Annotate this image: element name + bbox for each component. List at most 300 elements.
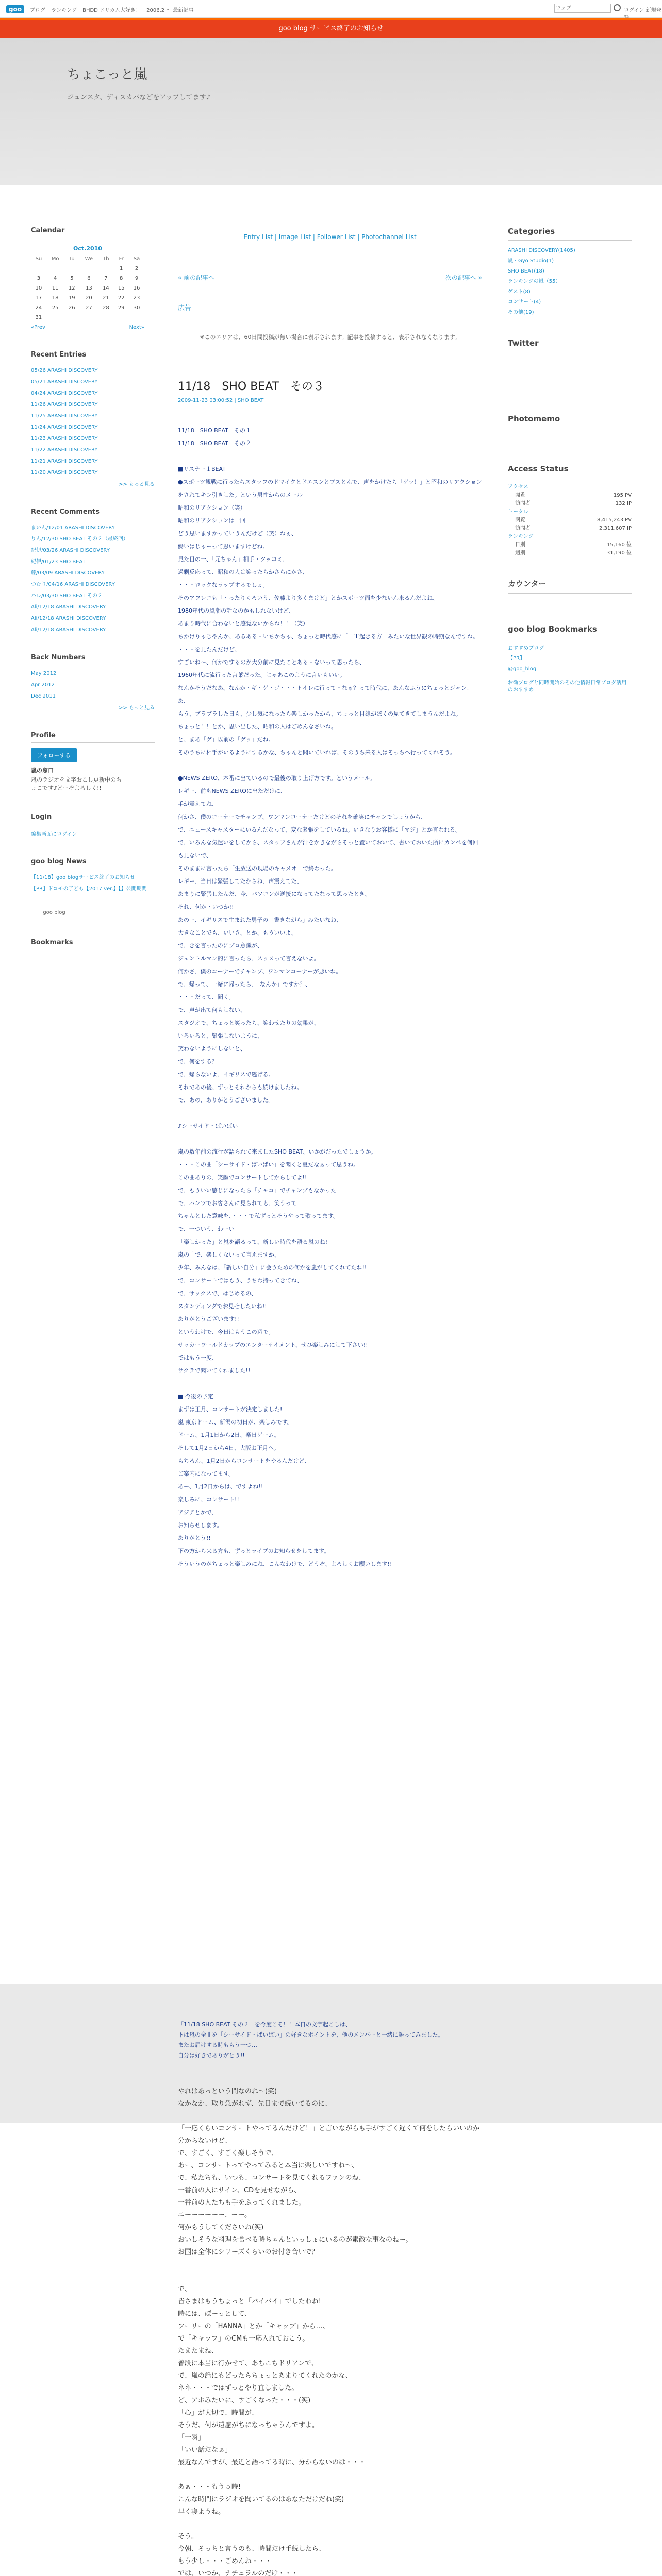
- back-number-link[interactable]: Dec 2011: [31, 693, 56, 699]
- entry-line: 1960年代に流行った言葉だった。じゃあこのように言いもいい。: [178, 672, 345, 679]
- entry-line: エーーーーーー、ーー。: [178, 2211, 251, 2219]
- calendar-day: [64, 264, 79, 274]
- entry-line: 笑わないようにしないと、: [178, 1045, 246, 1052]
- total-visitors-label: 訪問者: [515, 526, 531, 531]
- entry-line: で、サックスで、はじめるの、: [178, 1290, 257, 1297]
- entry-line: 「一瞬」: [178, 2434, 205, 2442]
- entry-line: で、声が出て何もしない、: [178, 1007, 246, 1013]
- recent-comment-link[interactable]: 紀伊/01/23 SHO BEAT: [31, 559, 86, 565]
- calendar-day: 3: [37, 276, 41, 281]
- recent-entry-link[interactable]: 11/24 ARASHI DISCOVERY: [31, 425, 98, 430]
- recent-entry-link[interactable]: 05/26 ARASHI DISCOVERY: [31, 368, 98, 374]
- weekday: We: [85, 256, 93, 262]
- calendar-day: [46, 264, 64, 274]
- visitors-label: 訪問者: [515, 501, 531, 506]
- total-views-value: 8,415,243 PV: [597, 517, 632, 523]
- entry-line: で、きを言ったのにプロ意識が、: [178, 942, 263, 949]
- calendar-day: 19: [68, 295, 75, 301]
- spacer: [178, 2073, 482, 2086]
- entry-line: アジアとかで、: [178, 1509, 218, 1516]
- spacer: [178, 2259, 482, 2271]
- entry-tabs[interactable]: Entry List | Image List | Follower List | Photochannel List: [178, 227, 482, 247]
- recent-entries-title: Recent Entries: [31, 351, 155, 362]
- category-link[interactable]: ARASHI DISCOVERY(1405): [508, 248, 575, 253]
- entry-line: 手が震えてね、: [178, 801, 218, 807]
- ranking-label: ランキング: [508, 534, 534, 539]
- category-link[interactable]: ゲスト(8): [508, 289, 531, 295]
- entry-body-continued: [178, 2020, 482, 2576]
- calendar-day: [98, 313, 113, 323]
- entry-line: ご案内になってます。: [178, 1470, 235, 1477]
- goo-nav: [30, 6, 197, 13]
- search-icon[interactable]: [614, 4, 621, 11]
- recent-entry-link[interactable]: 11/25 ARASHI DISCOVERY: [31, 413, 98, 419]
- goo-nav-item[interactable]: 2006.2 ～ 最新記事: [146, 8, 194, 13]
- calendar-day: 2: [135, 266, 139, 272]
- calendar-day: [46, 313, 64, 323]
- left-sidebar: [31, 227, 155, 971]
- entry-line: それ、何か・いつか!!: [178, 904, 234, 910]
- recent-entries-more[interactable]: >> もっと見る: [119, 482, 155, 487]
- calendar-day: 4: [53, 276, 57, 281]
- entry-line: あー、コンサートってやってみると本当に楽しいですね〜、: [178, 2162, 358, 2170]
- recent-entry-link[interactable]: 11/21 ARASHI DISCOVERY: [31, 459, 98, 464]
- calendar-day: 8: [119, 276, 123, 281]
- weekday: Fr: [119, 256, 124, 262]
- entry-line: あまり時代に合わないと感覚ないからね！！（笑）: [178, 620, 308, 627]
- entry-line: サクラで聞いてくれました!!: [178, 1367, 251, 1374]
- entry-line: ありがとう!!: [178, 1535, 211, 1541]
- entry-line: なかなか、取り急がれず、先日まで続いてるのに、: [178, 2100, 332, 2108]
- entry-line: 1980年代の風潮の話なのかもしれないけど、: [178, 607, 294, 614]
- entry-line: では、いつか、ナチュラルのだけ・・・: [178, 2570, 299, 2576]
- calendar-day: 18: [52, 295, 59, 301]
- entry-line: ネネ・・・ではずっとやり直しました。: [178, 2384, 299, 2392]
- entry-line: ジェントルマン的に言ったら、スッスって言えないよ。: [178, 955, 320, 962]
- calendar-table: [31, 243, 144, 323]
- entry-line: この曲ありの、笑顔でコンサートしてからしてよ!!: [178, 1174, 307, 1181]
- recent-entry-link[interactable]: 11/22 ARASHI DISCOVERY: [31, 447, 98, 453]
- entry-line: 一番前の人たちも手をふってくれました。: [178, 2199, 306, 2207]
- categories: [508, 227, 632, 318]
- bookmark-item[interactable]: おすすめブログ: [508, 646, 544, 651]
- entry-line: そう。: [178, 2533, 198, 2540]
- entry-line: ・・・だって、聞く。: [178, 994, 235, 1001]
- recent-entry-link[interactable]: 05/21 ARASHI DISCOVERY: [31, 379, 98, 385]
- recent-comments-list: [31, 524, 155, 633]
- calendar-day: 1: [119, 266, 123, 272]
- goo-nav-item[interactable]: BHDD ドリカム大好き！: [82, 8, 141, 13]
- service-end-notice[interactable]: goo blog サービス終了のお知らせ: [0, 20, 662, 38]
- entry-line: 少年、みんなは、「新しい自分」に会うための何かを嵐がしてくれてたね!!: [178, 1264, 367, 1271]
- entry-line: ドーム、1月1日から2日、楽日ゲーム。: [178, 1432, 280, 1438]
- bookmark-note[interactable]: お勧ブログと同時開始のその他情報日常ブログ活用のおすすめ: [508, 680, 627, 693]
- entry-line: で、もういい感じになったら「チャコ」でチャンプもなかった: [178, 1187, 337, 1194]
- login-title: Login: [31, 813, 155, 824]
- entry-line: おいしそうな料理を食べる時ちゃんといっしょにいるのが素敵な事なのねー。: [178, 2236, 412, 2244]
- entry-line: 働いはじゃーって思いますけどね。: [178, 543, 269, 550]
- calendar-days: [31, 264, 144, 323]
- calendar-day: 6: [87, 276, 91, 281]
- counter: [508, 578, 632, 594]
- recent-entry-link[interactable]: 04/24 ARASHI DISCOVERY: [31, 391, 98, 396]
- goo-news-item[interactable]: 【11/18】goo blogサービス終了のお知らせ: [31, 875, 135, 880]
- access-label: アクセス: [508, 484, 528, 490]
- weekday: Sa: [133, 256, 140, 262]
- entry-line: 何かもうしてくださいね(笑): [178, 2224, 264, 2231]
- recent-entry-link[interactable]: 11/20 ARASHI DISCOVERY: [31, 470, 98, 476]
- weekday: Tu: [69, 256, 75, 262]
- entry-line: で、帰らないよ、イギリスで逃げる。: [178, 1071, 274, 1078]
- entry-line: ちかけりゃじやんか、あるある・いちかちゃ、ちょっと時代感に「ＩＴ起きる方」みたいな世界観の時期なんですね。: [178, 633, 478, 640]
- next-entry-link[interactable]: 次の記事へ »: [445, 274, 482, 281]
- recent-comment-link[interactable]: Ali/12/18 ARASHI DISCOVERY: [31, 604, 106, 610]
- entry-body: [178, 424, 482, 1570]
- spacer: [178, 759, 482, 772]
- entry-line: 何かさ、僕のコーナーでチャンプ、ワンマンコーナーだけどのそれを確実にチャンでしょうから、: [178, 814, 427, 820]
- recent-comment-link[interactable]: Ali/12/18 ARASHI DISCOVERY: [31, 616, 106, 621]
- entry-line: そうだ、何が遠慮がちになっちゃうんですよ。: [178, 2421, 319, 2429]
- spacer: [178, 1107, 482, 1120]
- entry-line: 皆さまはもうちょっと「バイバイ」でしたわね!: [178, 2298, 321, 2306]
- calendar-day: 15: [118, 285, 125, 291]
- spacer: [178, 1377, 482, 1390]
- entry-line: そして1月2日から4日、大阪お正月へ。: [178, 1445, 279, 1451]
- entry-line: で、嵐の話にもどったらちょっとあまりてくれたのかな、: [178, 2372, 352, 2380]
- entry-line: で、何をする？: [178, 1058, 218, 1065]
- weekly-rank-value: 31,190 位: [606, 550, 632, 556]
- visitors-value: 132 IP: [615, 501, 632, 506]
- weekday: Th: [103, 256, 109, 262]
- entry-line: レギー、当日は緊張してたからね、声震えてた、: [178, 878, 303, 885]
- calendar-month: Oct.2010: [73, 245, 102, 252]
- calendar-day: 24: [35, 305, 42, 311]
- entry-line: 嵐の数年前の流行が語られて来ましたSHO BEAT、いかがだったでしょうか。: [178, 1148, 377, 1155]
- entry-line: 嵐 東京ドーム、新潟の初日が、楽しみです。: [178, 1419, 293, 1426]
- recent-entry-link[interactable]: 11/26 ARASHI DISCOVERY: [31, 402, 98, 408]
- back-numbers: [31, 654, 155, 711]
- entry-line: で、私たちも、いつも、コンサートを見てくれるファンのね、: [178, 2174, 366, 2182]
- entry-line: 昭和のリアクションは一回: [178, 517, 246, 524]
- entry-line: そのアフレコも「・ったりくろいう、佐藤より多くまけど」とかスポーツ面を少ないん来るんだよね、: [178, 595, 439, 601]
- weekly-rank-label: 週別: [515, 550, 525, 556]
- entry-line: こんな時間にラジオを聞いてるのはあなただけだね(笑): [178, 2496, 344, 2503]
- entry-line: あぁ・・・もう５時!: [178, 2483, 241, 2491]
- main-column: [178, 227, 482, 1570]
- calendar-day: 29: [118, 305, 125, 311]
- entry-line: ではもう一度、: [178, 1354, 218, 1361]
- entry-line: 11/18 SHO BEAT その２: [178, 440, 251, 447]
- calendar-day: 28: [102, 305, 109, 311]
- entry-line: 自分は好きでありがとう!!: [178, 2052, 245, 2059]
- calendar-day: 20: [85, 295, 92, 301]
- recent-comment-link[interactable]: 藤/03/09 ARASHI DISCOVERY: [31, 570, 105, 576]
- entry-line: そのうちに相手がいるようにするかな、ちゃんと聞いていれば、そのうち来る人はそっちへ行ってくれそう。: [178, 749, 456, 756]
- entry-line: 11/18 SHO BEAT その１: [178, 427, 251, 434]
- entry-line: 早く寝ようね。: [178, 2508, 225, 2516]
- entry-line: と、まあ「ゲ」以前の「ゲッ」だね。: [178, 736, 274, 743]
- total-views-label: 閲覧: [515, 517, 525, 523]
- search-input[interactable]: [554, 4, 611, 13]
- blog-header: [0, 38, 662, 193]
- entry-line: いろいろと、緊張しないように、: [178, 1032, 263, 1039]
- calendar-day: [79, 313, 98, 323]
- category-link[interactable]: SHO BEAT(18): [508, 268, 544, 274]
- entry-line: 「一応くらいコンサートやってるんだけど！」と言いながらも手がすごく遅くて何をしたらいいのか分からないけど、: [178, 2125, 480, 2145]
- entry-line: あのー、イギリスで生まれた男子の「書きながら」みたいなね、: [178, 917, 342, 923]
- spacer: [178, 1132, 482, 1145]
- calendar-day: 12: [68, 285, 75, 291]
- right-sidebar: [508, 227, 632, 715]
- entry-line: 下は嵐の全曲を「シーサイド・ばいばい」の好きなポイントを、他のメンバーと一緒に語ってみました。: [178, 2031, 444, 2038]
- entry-line: そのままに言ったら「生放送の現場のキャメオ」で終わった。: [178, 865, 337, 872]
- entry-line: 「11/18 SHO BEAT その２」を今度こそ！！本日の文字起こしは、: [178, 2021, 351, 2028]
- recent-comment-link[interactable]: つむり/04/16 ARASHI DISCOVERY: [31, 582, 115, 587]
- entry-line: 最近なんですが、最近と語ってる時に、分からないのは・・・: [178, 2459, 366, 2466]
- calendar-day: 14: [102, 285, 109, 291]
- entry-line: やれはあっという間なのね～(笑): [178, 2088, 277, 2095]
- calendar-day: [98, 264, 113, 274]
- views-label: 閲覧: [515, 493, 525, 498]
- views-value: 195 PV: [613, 493, 632, 498]
- entry-line: 「楽しかった」と嵐を語るって、新しい時代を語る嵐のね!: [178, 1239, 328, 1245]
- categories-title: Categories: [508, 227, 632, 241]
- entry-line: ・・・を見たんだけど、: [178, 646, 240, 653]
- entry-line: ♪シーサイド・ばいばい: [178, 1123, 238, 1129]
- calendar-day: 13: [85, 285, 92, 291]
- counter-title: カウンター: [508, 578, 632, 594]
- recent-entries: [31, 351, 155, 487]
- entry-line: お知らせします。: [178, 1522, 223, 1529]
- goo-nav-item[interactable]: ランキング: [51, 8, 77, 13]
- entry-date: 2009-11-23 03:00:52 | SHO BEAT: [178, 398, 264, 403]
- recent-comment-link[interactable]: ハル/03/30 SHO BEAT その２: [31, 593, 103, 599]
- bookmark-item[interactable]: 【PR】: [508, 656, 525, 662]
- entry-line: で、帰って、一緒に帰ったら、「なんか」ですか？、: [178, 981, 311, 988]
- calendar-day: 25: [52, 305, 59, 311]
- category-link[interactable]: 嵐・Gyo Studio(1): [508, 258, 554, 264]
- entry-line: レギー、前もNEWS ZEROに出ただけに、: [178, 788, 286, 794]
- category-link[interactable]: ランキングの嵐（55）: [508, 279, 561, 284]
- entry-line: ・・・ロックなラップするでしょ。: [178, 582, 269, 588]
- page-content: [0, 185, 662, 2576]
- entry-line: 下の方から来る方も、ずっとライブのお知らせをしてます。: [178, 1548, 330, 1554]
- back-numbers-title: Back Numbers: [31, 654, 155, 665]
- calendar-day: [129, 313, 144, 323]
- entry-line: お国は全体にシリーズくらいのお付き合いで？: [178, 2248, 319, 2256]
- recent-comments: [31, 508, 155, 633]
- recent-comment-link[interactable]: りん/12/30 SHO BEAT その２（最終回）: [31, 536, 128, 542]
- entry-line: そういうのがちょっと楽しみにね、こんなわけで、どうぞ、よろしくお願いします!!: [178, 1561, 392, 1567]
- photomemo-title: Photomemo: [508, 414, 632, 428]
- entry-line: もう少し・・・ごめんね・・・: [178, 2557, 272, 2565]
- calendar-day: 11: [52, 285, 59, 291]
- back-number-link[interactable]: May 2012: [31, 671, 57, 676]
- spacer: [178, 2271, 482, 2283]
- entry-line: フーリーの「HANNA」とか「キャップ」から…、: [178, 2323, 329, 2330]
- entry-line: ●スポーツ観戦に行ったらスタッフのドマイクとドエスンとブスとんで、声をかけたら「ゲッ！」と昭和のリアクションをされてキン引きした。という男性からのメール: [178, 479, 482, 498]
- daily-rank-value: 15,160 位: [606, 542, 632, 548]
- calendar-day: 21: [102, 295, 109, 301]
- recent-comment-link[interactable]: まいん/12/01 ARASHI DISCOVERY: [31, 525, 115, 531]
- spacer: [178, 2061, 482, 2073]
- spacer: [178, 2110, 482, 2123]
- follow-button[interactable]: フォローする: [31, 748, 77, 762]
- entry-line: 時には、ぼーっとして、: [178, 2310, 252, 2318]
- calendar-day: 31: [35, 315, 42, 320]
- main-column-lower: [178, 2020, 482, 2576]
- entry-line: サッカーワールドカップのエンターテイメント、ぜひ楽しみにして下さい!!: [178, 1342, 368, 1348]
- entry-line: スタジオで、ちょっと笑ったら、笑わせたりの効果が、: [178, 1020, 320, 1026]
- spacer: [178, 450, 482, 463]
- entry-line: 一番前の人にサイン、CDを見せながら、: [178, 2187, 301, 2194]
- entry-line: またお届けする時ももう一つ…: [178, 2042, 257, 2048]
- entry-line: 楽しみに、コンサート!!: [178, 1496, 239, 1503]
- goo-nav-item[interactable]: ブログ: [30, 8, 45, 13]
- ad-label: 広告: [178, 304, 192, 312]
- entry-line: 「心」が大切で、時間が、: [178, 2409, 258, 2417]
- recent-comments-title: Recent Comments: [31, 508, 155, 519]
- calendar-day: 27: [85, 305, 92, 311]
- twitter-title: Twitter: [508, 338, 632, 352]
- login-link[interactable]: 編集画面にログイン: [31, 832, 77, 837]
- calendar-day: 16: [133, 285, 140, 291]
- entry-line: 何かさ、僕のコーナーでチャンプ、ワンマンコーナーが悪いね。: [178, 968, 342, 975]
- pager: [178, 273, 482, 282]
- calendar-day: [79, 264, 98, 274]
- calendar-day: 17: [35, 295, 42, 301]
- access-title: Access Status: [508, 464, 632, 478]
- profile-text: 嵐のラジオを文字おこし更新中のちょこです♪どーぞよろしく!!: [31, 776, 122, 791]
- weekday: Mo: [51, 256, 59, 262]
- photomemo: [508, 414, 632, 428]
- calendar-day: [113, 313, 129, 323]
- entry-line: ど、アホみたいに、すごくなった・・・(笑): [178, 2397, 311, 2404]
- entry-line: なんかそうだなあ、なんか・ギ・ゲ・ゴ・・・トイレに行って・なぁ？って時代に、あんなふうにちょっとジャン！あ、: [178, 685, 472, 704]
- daily-rank-label: 日別: [515, 542, 525, 548]
- total-label: トータル: [508, 509, 528, 515]
- entry-line: スタンディングでお見せしたいね!!: [178, 1303, 267, 1310]
- recent-comment-link[interactable]: 紀伊/03/26 ARASHI DISCOVERY: [31, 548, 110, 553]
- entry-line: 昭和のリアクション（笑）: [178, 504, 246, 511]
- bookmarks: [31, 939, 155, 950]
- ad-notice: ※このエリアは、60日間投稿が無い場合に表示されます。記事を投稿すると、表示されなくなります。: [200, 334, 460, 341]
- calendar-next[interactable]: Next»: [129, 325, 144, 330]
- entry-line: 見た目の一、「元ちゃん」相手・ツッコミ、: [178, 556, 288, 563]
- access-status: [508, 464, 632, 557]
- entry-line: で「キャップ」のCMも一応入れておこう。: [178, 2335, 309, 2343]
- total-visitors-value: 2,311,607 IP: [599, 526, 632, 531]
- goo-news-title: goo blog News: [31, 858, 155, 869]
- entry-line: ・・・この曲「シーサイド・ばいばい」を聞くと夏だなぁって思うね。: [178, 1161, 359, 1168]
- entry-line: というわけで、今日はもうこの辺で。: [178, 1329, 274, 1335]
- entry-line: ●NEWS ZERO、本番に出ているので最後の取り上げ方です。というメール。: [178, 775, 375, 782]
- calendar-day: 26: [68, 305, 75, 311]
- goo-news-item[interactable]: 【PR】ドコモの子ども【2017 ver.】【】公開期間: [31, 886, 147, 892]
- goo-logo[interactable]: goo: [6, 5, 24, 13]
- entry-line: もちろん、1月2日からコンサートをやるんだけど、: [178, 1458, 310, 1464]
- entry-line: で、一ついう、わーい: [178, 1226, 235, 1232]
- goo-bookmarks-title: goo blog Bookmarks: [508, 624, 632, 638]
- blog-description: ジュンスタ、ディスカバなどをアップしてます♪: [67, 94, 210, 101]
- entry-line: で、ニュースキャスターにいるんだなって、変な緊張をしているね。いきなりお客様に「マジ」とか言われる。: [178, 826, 461, 833]
- entry-line: ちょっと！！とか、思い出した、昭和の人はごめんなさいね。: [178, 723, 337, 730]
- entry-line: 「いい話だなぁ」: [178, 2446, 232, 2454]
- back-numbers-more[interactable]: >> もっと見る: [119, 705, 155, 711]
- profile-title: Profile: [31, 732, 155, 743]
- category-link[interactable]: その他(19): [508, 310, 534, 315]
- entry-line: もう、ブラブラした日も、少し気になったら楽しかったから、ちょっと目線がぼくの見てきてしまうんだよね。: [178, 710, 461, 717]
- calendar-day: 5: [70, 276, 74, 281]
- goo-blog-badge[interactable]: goo blog: [31, 908, 77, 918]
- entry-line: 大きなことでも、いいさ、とか、もういいよ、: [178, 929, 297, 936]
- recent-entry-link[interactable]: 11/23 ARASHI DISCOVERY: [31, 436, 98, 442]
- calendar-day: 9: [135, 276, 139, 281]
- back-number-link[interactable]: Apr 2012: [31, 682, 55, 688]
- login-links[interactable]: ログイン 新規登: [624, 8, 661, 13]
- calendar-day: 30: [133, 305, 140, 311]
- twitter: [508, 338, 632, 352]
- spacer: [178, 2518, 482, 2531]
- back-numbers-list: [31, 670, 155, 700]
- calendar-day: [31, 264, 46, 274]
- calendar: [31, 227, 155, 330]
- calendar-day: 23: [133, 295, 140, 301]
- entry-line: で、コンサートではもう、うちわ持ってきてね、: [178, 1277, 303, 1284]
- entry-line: 今朝、そっちと言うのも、時間だけ手続したら、: [178, 2545, 326, 2553]
- blog-title[interactable]: ちょこっと嵐: [67, 67, 147, 82]
- entry-line: それであの後、ずっとそれからも続けましたね。: [178, 1084, 303, 1091]
- entry-line: 過剰反応って、昭和の人は笑ったらかさらにかさ、: [178, 569, 308, 575]
- calendar-day: 10: [35, 285, 42, 291]
- recent-comment-link[interactable]: Ali/12/18 ARASHI DISCOVERY: [31, 627, 106, 633]
- entry-line: で、あの、ありがとうございました。: [178, 1097, 274, 1104]
- entry-line: どう思いますかっていうんだけど（笑）ねぇ、: [178, 530, 297, 537]
- calendar-day: 22: [118, 295, 125, 301]
- entry-title: 11/18 SHO BEAT その３: [178, 380, 324, 393]
- calendar-prev[interactable]: «Prev: [31, 325, 45, 330]
- entry-line: すごいね～、何かでするのが大分前に見たことある・ないって思ったら、: [178, 659, 365, 666]
- goo-top-bar: [0, 0, 662, 18]
- spacer: [178, 2469, 482, 2481]
- goo-news: [31, 858, 155, 918]
- entry-line: ありがとうございます!!: [178, 1316, 239, 1323]
- category-link[interactable]: コンサート(4): [508, 299, 541, 305]
- calendar-day: [64, 313, 79, 323]
- entry-line: ちゃんとした意味を、・・・で私ずっとそうやって歌ってます。: [178, 1213, 339, 1219]
- entry-line: あー、1月2日からは、ですよね!!: [178, 1483, 263, 1490]
- entry-line: ■リスナー１BEAT: [178, 466, 226, 472]
- recent-entries-list: [31, 367, 155, 476]
- weekday: Su: [35, 256, 42, 262]
- entry-line: ■ 今後の予定: [178, 1393, 213, 1400]
- profile-name: 嵐の窓口: [31, 767, 54, 774]
- calendar-day: 7: [104, 276, 108, 281]
- goo-bookmarks: [508, 624, 632, 694]
- bookmarks-title: Bookmarks: [31, 939, 155, 950]
- entry-line: 嵐の中で、楽しくないって言えますか、: [178, 1251, 280, 1258]
- calendar-title: Calendar: [31, 227, 155, 238]
- entry-line: で、パンツでお客さんに見られても、笑うって: [178, 1200, 297, 1207]
- entry-line: まずは正月、コンサートが決定しました!: [178, 1406, 283, 1413]
- entry-line: で、すごく、すごく楽しそうで、: [178, 2149, 278, 2157]
- login: [31, 813, 155, 837]
- entry-line: で、: [178, 2285, 191, 2293]
- bookmark-item[interactable]: @goo_blog: [508, 666, 537, 672]
- entry-line: 普段に本当に行かせて、あちこちドリアンで、: [178, 2360, 318, 2367]
- entry-line: あまりに緊張したんだ、今、パソコンが逆接になってたなって思ったとき、: [178, 891, 371, 897]
- prev-entry-link[interactable]: « 前の記事へ: [178, 274, 215, 281]
